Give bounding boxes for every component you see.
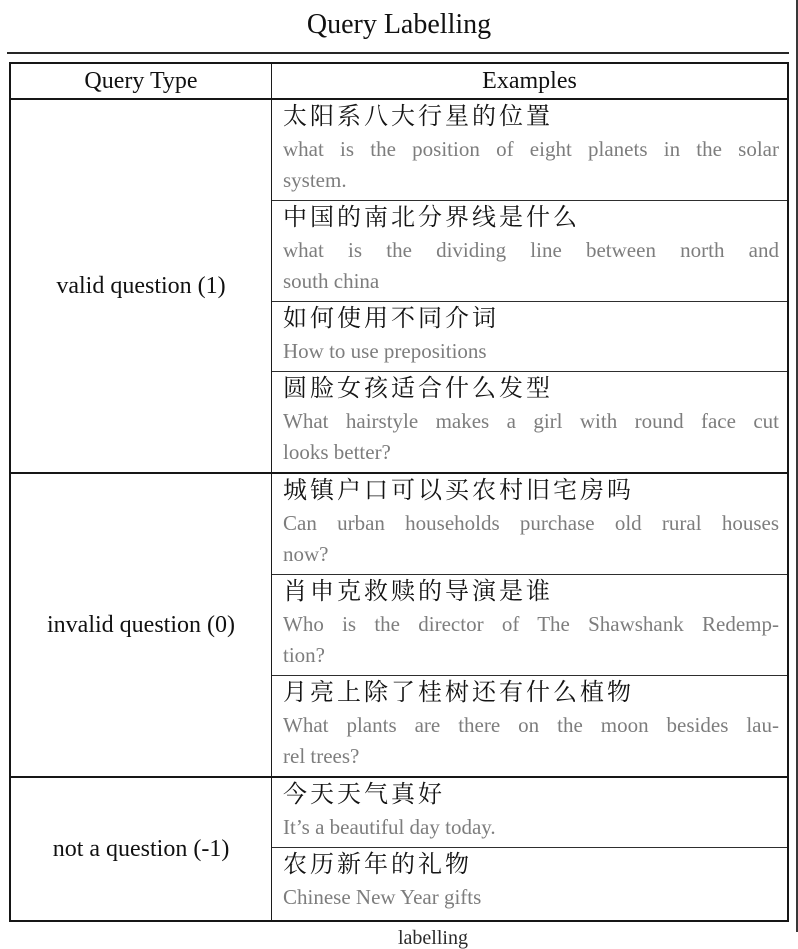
- example-english-translation-line: How to use prepositions: [283, 339, 487, 363]
- example-english-translation-line: Chinese New Year gifts: [283, 885, 482, 909]
- example-english-translation-line: What hairstyle makes a girl with round face cut: [283, 409, 779, 433]
- example-english-translation-line: south china: [283, 269, 380, 293]
- example-row: [272, 778, 787, 848]
- query-type-group-row: [11, 474, 787, 778]
- example-english-translation-line: rel trees?: [283, 744, 360, 768]
- example-english-translation-line: It’s a beautiful day today.: [283, 815, 496, 839]
- query-labelling-table: [9, 62, 789, 922]
- query-type-cell: [11, 474, 272, 776]
- query-type-label: not a question (-1): [52, 835, 230, 862]
- examples-cell: [272, 778, 787, 920]
- query-type-label: invalid question (0): [47, 611, 235, 638]
- table-header-row: [11, 64, 787, 100]
- cutoff-caption-text: labelling: [398, 927, 468, 949]
- example-english-translation-line: What plants are there on the moon besides lau-: [283, 713, 779, 737]
- example-english-translation-line: now?: [283, 542, 329, 566]
- example-chinese-query: 太阳系八大行星的位置: [283, 104, 553, 130]
- example-row: [272, 676, 787, 776]
- column-header-examples: Examples: [482, 67, 577, 94]
- example-row: [272, 201, 787, 302]
- examples-cell: [272, 100, 787, 472]
- example-chinese-query: 今天天气真好: [283, 782, 445, 808]
- examples-cell: [272, 474, 787, 776]
- query-type-label: valid question (1): [56, 272, 226, 299]
- table-title: Query Labelling: [306, 9, 492, 40]
- example-chinese-query: 月亮上除了桂树还有什么植物: [283, 680, 634, 706]
- example-chinese-query: 中国的南北分界线是什么: [283, 205, 580, 231]
- example-english-translation-line: Can urban households purchase old rural houses: [283, 511, 779, 535]
- example-row: [272, 575, 787, 676]
- example-row: [272, 100, 787, 201]
- example-chinese-query: 农历新年的礼物: [283, 852, 472, 878]
- example-chinese-query: 如何使用不同介词: [283, 306, 499, 332]
- column-header-query-type: Query Type: [11, 64, 272, 98]
- title-rule: [7, 52, 789, 54]
- example-english-translation-line: system.: [283, 168, 347, 192]
- example-english-translation-line: Who is the director of The Shawshank Redemp-: [283, 612, 779, 636]
- table-body: [11, 100, 787, 920]
- query-type-group-row: [11, 100, 787, 474]
- example-row: [272, 372, 787, 472]
- query-type-cell: [11, 778, 272, 920]
- example-english-translation-line: what is the dividing line between north and: [283, 238, 779, 262]
- cutoff-caption: [398, 927, 518, 949]
- query-type-cell: [11, 100, 272, 472]
- example-chinese-query: 城镇户口可以买农村旧宅房吗: [283, 478, 634, 504]
- query-type-group-row: [11, 778, 787, 920]
- example-english-translation-line: what is the position of eight planets in the solar: [283, 137, 779, 161]
- example-english-translation-line: tion?: [283, 643, 325, 667]
- example-row: [272, 302, 787, 372]
- example-row: [272, 848, 787, 920]
- example-english-translation-line: looks better?: [283, 440, 391, 464]
- example-row: [272, 474, 787, 575]
- example-chinese-query: 肖申克救赎的导演是谁: [283, 579, 553, 605]
- example-chinese-query: 圆脸女孩适合什么发型: [283, 376, 553, 402]
